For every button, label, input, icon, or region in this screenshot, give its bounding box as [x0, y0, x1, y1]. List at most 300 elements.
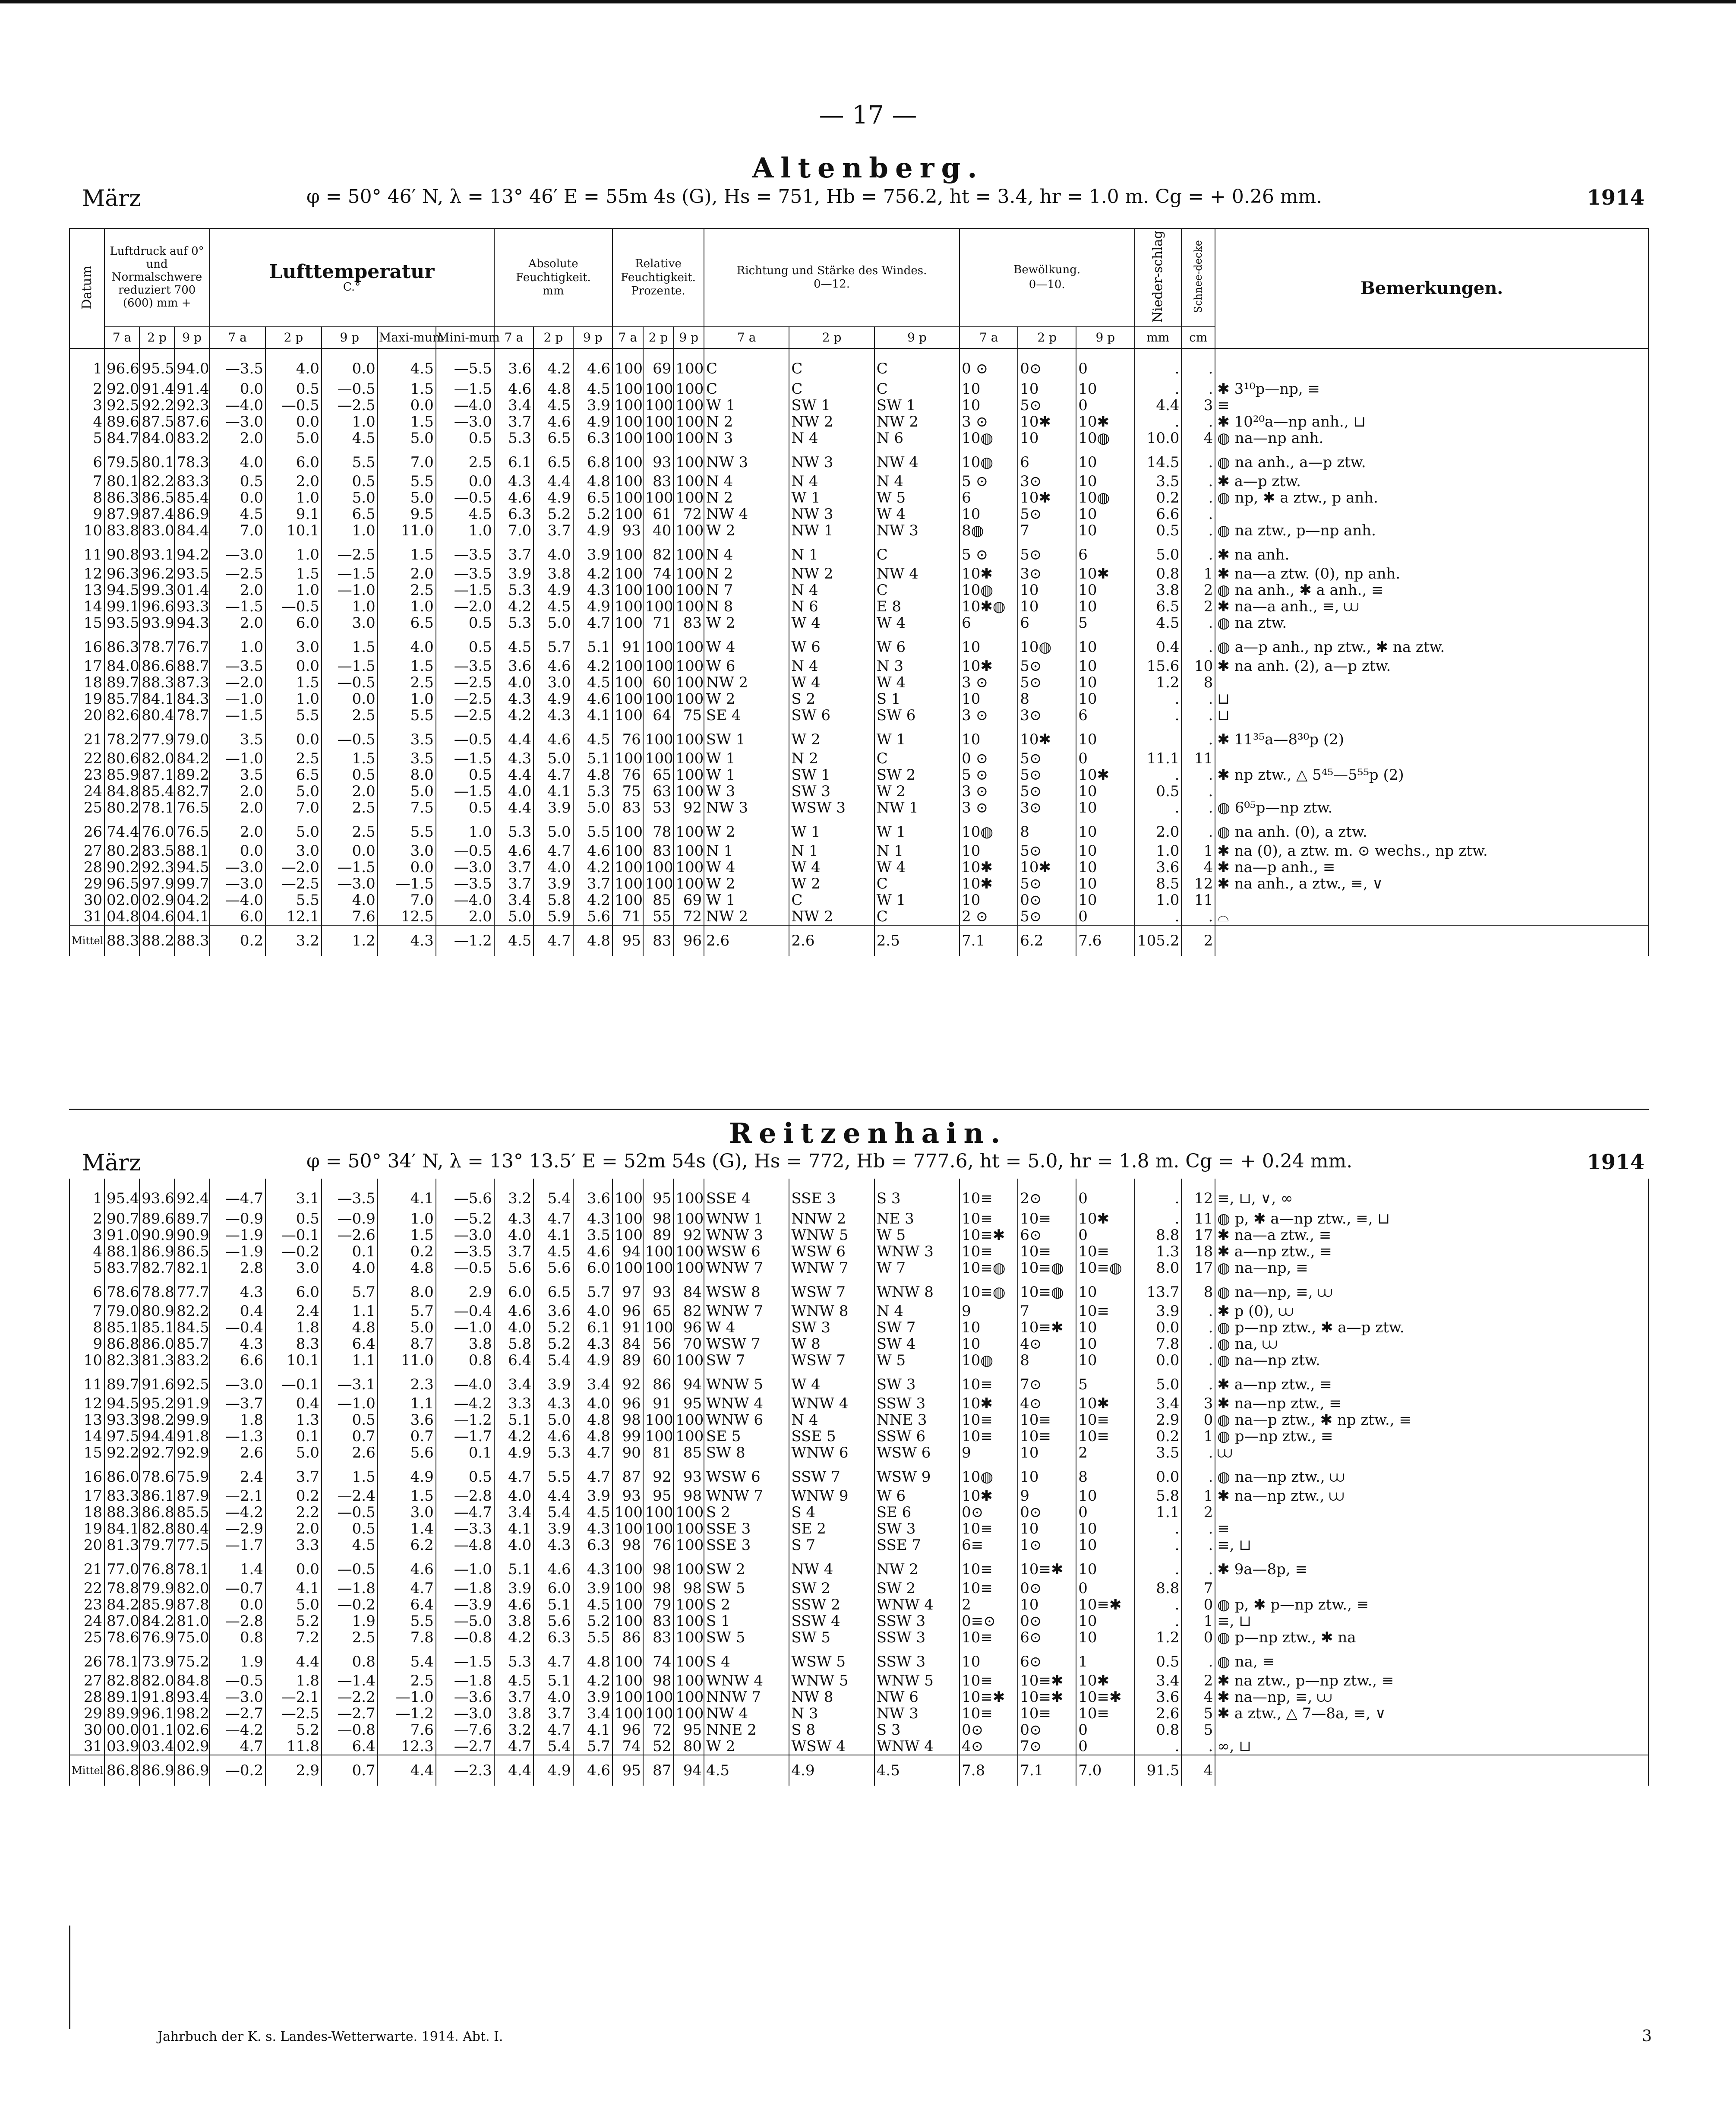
- cell-datum: 13: [69, 1412, 104, 1428]
- table-row: [69, 724, 1648, 750]
- cell-abs-7a: 4.4: [494, 767, 533, 783]
- table-row: [69, 767, 1648, 783]
- cell-abs-2p: 5.4: [533, 1352, 573, 1369]
- cell-temp-2p: 3.3: [265, 1537, 322, 1553]
- cell-wind-7a: 2.6: [704, 925, 789, 956]
- cell-luftdruck-9p: 84.4: [174, 522, 209, 539]
- cell-rel-7a: 100: [612, 876, 643, 892]
- cell-luftdruck-9p: 94.2: [174, 539, 209, 566]
- cell-schneedecke: 0: [1181, 1629, 1215, 1646]
- cell-temp-9p: —0.5: [322, 1504, 378, 1521]
- cell-temp-min: —1.5: [436, 582, 494, 598]
- cell-rel-9p: 72: [673, 908, 704, 925]
- cell-temp-min: —3.5: [436, 566, 494, 582]
- cell-cloud-2p: 0⊙: [1018, 1580, 1076, 1597]
- cell-wind-9p: C: [874, 582, 960, 598]
- cell-temp-max: 7.8: [378, 1629, 436, 1646]
- cell-abs-9p: 4.5: [573, 674, 612, 691]
- cell-wind-7a: SW 5: [704, 1580, 789, 1597]
- cell-temp-2p: 0.0: [265, 1553, 322, 1580]
- cell-abs-2p: 3.7: [533, 1705, 573, 1722]
- cell-luftdruck-9p: 04.1: [174, 908, 209, 925]
- cell-luftdruck-7a: 02.0: [104, 892, 139, 908]
- cell-luftdruck-9p: 76.5: [174, 800, 209, 816]
- page-number-bottom: 3: [1642, 2027, 1652, 2045]
- sub-9p: 9 p: [874, 327, 960, 348]
- station-meta-altenberg: [82, 186, 1644, 212]
- cell-schneedecke: 17: [1181, 1227, 1215, 1243]
- cell-abs-7a: 4.4: [494, 724, 533, 750]
- cell-temp-max: 4.6: [378, 1553, 436, 1580]
- cell-rel-9p: 100: [673, 1705, 704, 1722]
- cell-rel-2p: 76: [643, 1537, 674, 1553]
- table-row: [69, 783, 1648, 800]
- cell-abs-9p: 3.9: [573, 539, 612, 566]
- cell-rel-9p: 100: [673, 348, 704, 381]
- cell-wind-9p: C: [874, 348, 960, 381]
- cell-wind-9p: W 5: [874, 1352, 960, 1369]
- sub-2p: 2 p: [789, 327, 874, 348]
- cell-schneedecke: 11: [1181, 892, 1215, 908]
- cell-luftdruck-7a: 93.3: [104, 1412, 139, 1428]
- cell-abs-9p: 4.8: [573, 1646, 612, 1673]
- cell-cloud-9p: 10: [1076, 1319, 1134, 1336]
- cell-wind-7a: NW 2: [704, 908, 789, 925]
- cell-datum: 25: [69, 1629, 104, 1646]
- cell-temp-7a: 0.2: [209, 925, 265, 956]
- cell-datum: 8: [69, 1319, 104, 1336]
- cell-temp-max: 1.0: [378, 598, 436, 615]
- cell-luftdruck-9p: 82.0: [174, 1580, 209, 1597]
- cell-temp-2p: 2.5: [265, 750, 322, 767]
- table-row: [69, 1395, 1648, 1412]
- cell-cloud-2p: 6: [1018, 446, 1076, 473]
- cell-temp-max: 5.0: [378, 430, 436, 446]
- cell-luftdruck-9p: 90.9: [174, 1227, 209, 1243]
- cell-temp-2p: 7.2: [265, 1629, 322, 1646]
- table-row: [69, 1211, 1648, 1227]
- cell-bemerkung: ✱ na—np ztw., ≡: [1215, 1395, 1648, 1412]
- cell-rel-2p: 40: [643, 522, 674, 539]
- cell-abs-2p: 3.9: [533, 876, 573, 892]
- cell-luftdruck-7a: 80.2: [104, 800, 139, 816]
- cell-temp-min: 0.5: [436, 1461, 494, 1488]
- cell-luftdruck-7a: 89.6: [104, 414, 139, 430]
- cell-cloud-2p: 10: [1018, 1597, 1076, 1613]
- cell-luftdruck-2p: 96.1: [139, 1705, 174, 1722]
- cell-niederschlag: 0.5: [1134, 1646, 1181, 1673]
- cell-temp-min: —0.8: [436, 1629, 494, 1646]
- cell-wind-2p: WSW 7: [789, 1352, 874, 1369]
- table-row: [69, 1629, 1648, 1646]
- table-row: [69, 1553, 1648, 1580]
- table-row: [69, 506, 1648, 522]
- cell-rel-7a: 100: [612, 397, 643, 414]
- cell-abs-7a: 3.2: [494, 1179, 533, 1211]
- cell-luftdruck-7a: 04.8: [104, 908, 139, 925]
- cell-temp-7a: —3.0: [209, 539, 265, 566]
- cell-temp-max: 6.4: [378, 1597, 436, 1613]
- cell-wind-9p: SW 6: [874, 707, 960, 724]
- cell-wind-9p: SW 3: [874, 1521, 960, 1537]
- cell-abs-9p: 6.5: [573, 490, 612, 506]
- table-row: [69, 397, 1648, 414]
- cell-schneedecke: 1: [1181, 1488, 1215, 1504]
- cell-cloud-7a: 10✱: [960, 859, 1018, 876]
- cell-luftdruck-7a: 87.0: [104, 1613, 139, 1629]
- cell-luftdruck-7a: 79.5: [104, 446, 139, 473]
- cell-temp-2p: 3.0: [265, 631, 322, 658]
- cell-rel-2p: 60: [643, 674, 674, 691]
- cell-cloud-7a: 10✱: [960, 566, 1018, 582]
- cell-rel-2p: 100: [643, 658, 674, 674]
- table-row: [69, 843, 1648, 859]
- cell-abs-7a: 3.8: [494, 1705, 533, 1722]
- sub-2p: 2 p: [643, 327, 674, 348]
- cell-abs-7a: 4.2: [494, 1629, 533, 1646]
- cell-cloud-2p: 5⊙: [1018, 767, 1076, 783]
- cell-rel-2p: 100: [643, 1504, 674, 1521]
- cell-wind-7a: W 2: [704, 816, 789, 843]
- cell-rel-9p: 94: [673, 1369, 704, 1395]
- cell-luftdruck-7a: 78.8: [104, 1580, 139, 1597]
- cell-rel-2p: 91: [643, 1395, 674, 1412]
- cell-temp-9p: —0.5: [322, 1553, 378, 1580]
- table-row: [69, 876, 1648, 892]
- cell-niederschlag: .: [1134, 1553, 1181, 1580]
- cell-wind-7a: S 2: [704, 1597, 789, 1613]
- cell-rel-7a: 100: [612, 892, 643, 908]
- cell-rel-7a: 100: [612, 674, 643, 691]
- cell-luftdruck-9p: 85.5: [174, 1504, 209, 1521]
- cell-rel-2p: 83: [643, 1613, 674, 1629]
- cell-temp-min: —5.5: [436, 348, 494, 381]
- cell-wind-7a: W 1: [704, 767, 789, 783]
- cell-cloud-2p: 6⊙: [1018, 1227, 1076, 1243]
- cell-datum: 1: [69, 348, 104, 381]
- cell-abs-2p: 6.5: [533, 446, 573, 473]
- cell-wind-2p: NNW 2: [789, 1211, 874, 1227]
- cell-temp-min: 2.0: [436, 908, 494, 925]
- table-row: [69, 1646, 1648, 1673]
- cell-schneedecke: .: [1181, 691, 1215, 707]
- cell-temp-9p: —2.4: [322, 1488, 378, 1504]
- cell-rel-9p: 100: [673, 522, 704, 539]
- cell-luftdruck-7a: 84.7: [104, 430, 139, 446]
- cell-datum: 3: [69, 397, 104, 414]
- table-row: [69, 582, 1648, 598]
- cell-temp-7a: —2.8: [209, 1613, 265, 1629]
- cell-schneedecke: .: [1181, 1303, 1215, 1319]
- cell-wind-2p: WSW 3: [789, 800, 874, 816]
- cell-wind-9p: SE 6: [874, 1504, 960, 1521]
- cell-temp-7a: 7.0: [209, 522, 265, 539]
- cell-cloud-2p: 10≡◍: [1018, 1260, 1076, 1276]
- cell-niederschlag: 15.6: [1134, 658, 1181, 674]
- cell-datum: 30: [69, 892, 104, 908]
- cell-rel-9p: 100: [673, 1629, 704, 1646]
- cell-wind-2p: WNW 7: [789, 1260, 874, 1276]
- cell-rel-9p: 95: [673, 1722, 704, 1738]
- cell-cloud-7a: 10≡: [960, 1179, 1018, 1211]
- cell-luftdruck-7a: 85.9: [104, 767, 139, 783]
- cell-temp-max: 1.5: [378, 539, 436, 566]
- cell-abs-2p: 5.4: [533, 1504, 573, 1521]
- cell-temp-min: —1.7: [436, 1428, 494, 1445]
- cell-wind-2p: SW 2: [789, 1580, 874, 1597]
- cell-cloud-7a: 10≡◍: [960, 1276, 1018, 1303]
- cell-temp-min: 0.0: [436, 473, 494, 490]
- cell-wind-9p: W 4: [874, 615, 960, 631]
- cell-temp-2p: 1.3: [265, 1412, 322, 1428]
- cell-luftdruck-9p: 87.8: [174, 1597, 209, 1613]
- cell-cloud-2p: 8: [1018, 816, 1076, 843]
- cell-rel-2p: 98: [643, 1553, 674, 1580]
- cell-temp-9p: 0.0: [322, 348, 378, 381]
- cell-temp-max: 3.0: [378, 1504, 436, 1521]
- cell-temp-2p: 5.0: [265, 783, 322, 800]
- cell-luftdruck-9p: 83.2: [174, 430, 209, 446]
- cell-temp-min: —1.8: [436, 1673, 494, 1689]
- cell-rel-7a: 100: [612, 348, 643, 381]
- cell-cloud-7a: 10≡: [960, 1243, 1018, 1260]
- cell-rel-9p: 100: [673, 414, 704, 430]
- cell-schneedecke: .: [1181, 414, 1215, 430]
- cell-luftdruck-7a: 88.3: [104, 925, 139, 956]
- cell-rel-2p: 53: [643, 800, 674, 816]
- cell-rel-2p: 83: [643, 925, 674, 956]
- cell-wind-9p: W 1: [874, 816, 960, 843]
- cell-temp-max: 5.5: [378, 816, 436, 843]
- cell-luftdruck-2p: 78.1: [139, 800, 174, 816]
- cell-luftdruck-9p: 84.5: [174, 1319, 209, 1336]
- cell-abs-7a: 3.4: [494, 892, 533, 908]
- cell-rel-9p: 100: [673, 783, 704, 800]
- table-row: [69, 1580, 1648, 1597]
- cell-temp-9p: —2.5: [322, 539, 378, 566]
- cell-temp-min: —3.0: [436, 1705, 494, 1722]
- cell-temp-2p: 5.0: [265, 1597, 322, 1613]
- cell-cloud-9p: 10≡: [1076, 1243, 1134, 1260]
- cell-wind-7a: S 2: [704, 1504, 789, 1521]
- cell-luftdruck-7a: 78.6: [104, 1629, 139, 1646]
- cell-niederschlag: 0.2: [1134, 490, 1181, 506]
- cell-bemerkung: ◍ p—np ztw., ✱ na: [1215, 1629, 1648, 1646]
- cell-wind-2p: NW 3: [789, 446, 874, 473]
- cell-abs-7a: 3.4: [494, 1504, 533, 1521]
- cell-cloud-7a: 10≡: [960, 1428, 1018, 1445]
- cell-temp-9p: 0.7: [322, 1755, 378, 1786]
- cell-temp-7a: —2.9: [209, 1521, 265, 1537]
- cell-rel-2p: 79: [643, 1597, 674, 1613]
- cell-abs-7a: 3.9: [494, 566, 533, 582]
- cell-abs-2p: 4.6: [533, 724, 573, 750]
- cell-bemerkung: ✱ na—np ztw., ⩊: [1215, 1488, 1648, 1504]
- cell-luftdruck-7a: 96.5: [104, 876, 139, 892]
- cell-temp-7a: 2.0: [209, 615, 265, 631]
- cell-temp-2p: 3.2: [265, 925, 322, 956]
- cell-rel-9p: 82: [673, 1303, 704, 1319]
- cell-cloud-9p: 10: [1076, 859, 1134, 876]
- cell-rel-2p: 74: [643, 566, 674, 582]
- cell-cloud-9p: 10≡✱: [1076, 1597, 1134, 1613]
- cell-luftdruck-9p: 92.4: [174, 1179, 209, 1211]
- cell-temp-9p: —1.0: [322, 582, 378, 598]
- cell-temp-7a: 2.8: [209, 1260, 265, 1276]
- cell-temp-2p: 0.5: [265, 381, 322, 397]
- cell-luftdruck-7a: 92.2: [104, 1445, 139, 1461]
- cell-temp-9p: 1.1: [322, 1352, 378, 1369]
- cell-abs-7a: 6.1: [494, 446, 533, 473]
- cell-luftdruck-7a: 81.3: [104, 1537, 139, 1553]
- cell-wind-2p: S 7: [789, 1537, 874, 1553]
- cell-luftdruck-2p: 93.6: [139, 1179, 174, 1211]
- cell-luftdruck-7a: 00.0: [104, 1722, 139, 1738]
- cell-temp-2p: 0.1: [265, 1428, 322, 1445]
- cell-rel-7a: 100: [612, 1689, 643, 1705]
- cell-wind-2p: NW 3: [789, 506, 874, 522]
- cell-schneedecke: .: [1181, 522, 1215, 539]
- cell-wind-9p: N 6: [874, 430, 960, 446]
- cell-temp-min: —4.7: [436, 1504, 494, 1521]
- cell-bemerkung: [1215, 1722, 1648, 1738]
- cell-abs-7a: 5.3: [494, 816, 533, 843]
- cell-cloud-9p: 6: [1076, 707, 1134, 724]
- cell-abs-7a: 3.9: [494, 1580, 533, 1597]
- cell-abs-2p: 4.3: [533, 707, 573, 724]
- cell-luftdruck-2p: 91.6: [139, 1369, 174, 1395]
- table-row: [69, 598, 1648, 615]
- cell-abs-9p: 4.7: [573, 1445, 612, 1461]
- cell-luftdruck-9p: 85.7: [174, 1336, 209, 1352]
- table-row: [69, 1705, 1648, 1722]
- cell-schneedecke: 2: [1181, 925, 1215, 956]
- cell-abs-2p: 4.6: [533, 658, 573, 674]
- cell-cloud-2p: 10≡✱: [1018, 1673, 1076, 1689]
- cell-temp-min: 0.5: [436, 800, 494, 816]
- cell-cloud-9p: 10: [1076, 598, 1134, 615]
- cell-wind-2p: N 4: [789, 1412, 874, 1428]
- cell-wind-9p: WNW 4: [874, 1597, 960, 1613]
- cell-temp-9p: —2.2: [322, 1689, 378, 1705]
- cell-rel-2p: 98: [643, 1673, 674, 1689]
- cell-abs-7a: 4.3: [494, 1211, 533, 1227]
- cell-wind-7a: WNW 4: [704, 1395, 789, 1412]
- cell-temp-9p: —1.5: [322, 859, 378, 876]
- cell-luftdruck-9p: 78.7: [174, 707, 209, 724]
- cell-cloud-2p: 7: [1018, 1303, 1076, 1319]
- cell-rel-7a: 100: [612, 506, 643, 522]
- cell-wind-7a: W 1: [704, 750, 789, 767]
- cell-datum: 6: [69, 446, 104, 473]
- cell-cloud-9p: 6: [1076, 539, 1134, 566]
- cell-schneedecke: .: [1181, 1646, 1215, 1673]
- cell-abs-9p: 3.9: [573, 1689, 612, 1705]
- cell-wind-2p: SW 1: [789, 397, 874, 414]
- cell-cloud-9p: 10: [1076, 724, 1134, 750]
- cell-luftdruck-7a: 85.7: [104, 691, 139, 707]
- cell-wind-2p: N 6: [789, 598, 874, 615]
- cell-abs-9p: 4.2: [573, 566, 612, 582]
- cell-cloud-9p: 7.6: [1076, 925, 1134, 956]
- cell-cloud-7a: 10≡✱: [960, 1689, 1018, 1705]
- cell-wind-7a: W 1: [704, 892, 789, 908]
- cell-temp-9p: 0.5: [322, 767, 378, 783]
- cell-wind-7a: SSE 3: [704, 1537, 789, 1553]
- cell-rel-7a: 100: [612, 430, 643, 446]
- cell-temp-2p: 1.0: [265, 539, 322, 566]
- cell-luftdruck-7a: 95.4: [104, 1179, 139, 1211]
- cell-cloud-7a: 10◍: [960, 816, 1018, 843]
- cell-rel-2p: 71: [643, 615, 674, 631]
- cell-niederschlag: .: [1134, 414, 1181, 430]
- col-bewoelkung: Bewölkung. 0—10.: [960, 228, 1134, 327]
- cell-abs-9p: 4.8: [573, 925, 612, 956]
- cell-bemerkung: ◍ 6⁰⁵p—np ztw.: [1215, 800, 1648, 816]
- cell-abs-7a: 5.0: [494, 908, 533, 925]
- cell-rel-7a: 96: [612, 1303, 643, 1319]
- cell-temp-9p: 1.9: [322, 1613, 378, 1629]
- cell-luftdruck-7a: 03.9: [104, 1738, 139, 1755]
- cell-wind-7a: N 4: [704, 539, 789, 566]
- cell-cloud-2p: 5⊙: [1018, 674, 1076, 691]
- cell-temp-max: 5.5: [378, 707, 436, 724]
- cell-luftdruck-2p: 86.9: [139, 1243, 174, 1260]
- cell-temp-7a: 2.0: [209, 430, 265, 446]
- cell-cloud-2p: 5⊙: [1018, 539, 1076, 566]
- cell-wind-7a: NW 3: [704, 800, 789, 816]
- cell-abs-2p: 4.7: [533, 925, 573, 956]
- cell-bemerkung: ◍ na—np anh.: [1215, 430, 1648, 446]
- cell-rel-2p: 98: [643, 1211, 674, 1227]
- cell-temp-9p: —1.0: [322, 1395, 378, 1412]
- cell-schneedecke: .: [1181, 1445, 1215, 1461]
- cell-rel-2p: 100: [643, 582, 674, 598]
- cell-temp-min: 0.5: [436, 430, 494, 446]
- cell-abs-9p: 4.8: [573, 1412, 612, 1428]
- cell-temp-min: 1.0: [436, 816, 494, 843]
- cell-temp-2p: 9.1: [265, 506, 322, 522]
- cell-luftdruck-2p: 80.4: [139, 707, 174, 724]
- cell-cloud-9p: 10: [1076, 1352, 1134, 1369]
- col-bemerkungen: Bemerkungen.: [1215, 228, 1648, 348]
- cell-abs-7a: 4.0: [494, 674, 533, 691]
- cell-temp-max: 1.0: [378, 691, 436, 707]
- cell-niederschlag: 14.5: [1134, 446, 1181, 473]
- cell-luftdruck-2p: 86.6: [139, 658, 174, 674]
- cell-cloud-9p: 0: [1076, 1227, 1134, 1243]
- table-row: [69, 1276, 1648, 1303]
- cell-rel-9p: 100: [673, 658, 704, 674]
- cell-wind-9p: NE 3: [874, 1211, 960, 1227]
- cell-abs-9p: 5.0: [573, 800, 612, 816]
- cell-abs-2p: 5.2: [533, 1336, 573, 1352]
- station-coordinates: φ = 50° 46′ N, λ = 13° 46′ E = 55m 4s (G), Hs = 751, Hb = 756.2, ht = 3.4, hr = 1.0 m. Cg = + 0.26 mm.: [306, 186, 1323, 208]
- cell-abs-2p: 4.9: [533, 1755, 573, 1786]
- cell-luftdruck-2p: 02.9: [139, 892, 174, 908]
- cell-abs-7a: 3.7: [494, 539, 533, 566]
- cell-rel-7a: 71: [612, 908, 643, 925]
- cell-rel-2p: 86: [643, 1369, 674, 1395]
- cell-wind-7a: C: [704, 348, 789, 381]
- cell-temp-max: 1.5: [378, 1488, 436, 1504]
- cell-cloud-2p: 10≡: [1018, 1243, 1076, 1260]
- cell-luftdruck-9p: 83.3: [174, 473, 209, 490]
- cell-luftdruck-9p: 75.2: [174, 1646, 209, 1673]
- cell-rel-2p: 100: [643, 1243, 674, 1260]
- cell-abs-7a: 4.6: [494, 1303, 533, 1319]
- cell-abs-2p: 4.6: [533, 414, 573, 430]
